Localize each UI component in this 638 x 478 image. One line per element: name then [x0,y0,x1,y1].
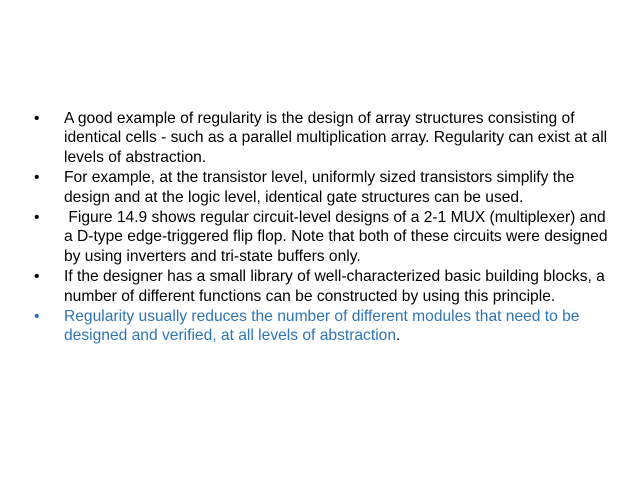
bullet-icon: • [34,110,40,127]
bullet-item-transistor-level [34,168,614,207]
bullet-list [34,109,614,347]
bullet-icon: • [34,268,40,286]
bullet-item-regularity-example [34,109,614,167]
bullet-item-highlighted-summary [34,307,614,346]
bullet-text: Figure 14.9 shows regular circuit-level designs of a 2-1 MUX (multiplexer) and a D-type edge-triggered flip flop. Note that both of these circuits were designed by using inverters and tri-state buffers only. [64,209,612,265]
bullet-icon: • [34,169,40,187]
bullet-text: If the designer has a small library of well-characterized basic building blocks, a number of different functions can be constructed by using this principle. [64,268,605,305]
bullet-icon: • [34,209,40,227]
bullet-text: Regularity usually reduces the number of different modules that need to be designed and verified, at all levels of abstraction [64,308,580,345]
bullet-text: A good example of regularity is the design of array structures consisting of identical cells - such as a parallel multiplication array. Regularity can exist at all levels of abstraction. [64,110,608,166]
bullet-icon: • [34,308,40,326]
bullet-item-figure-reference [34,208,614,266]
bullet-text: For example, at the transistor level, uniformly sized transistors simplify the design and at the logic level, identical gate structures can be used. [64,169,575,206]
bullet-trailing-period: . [396,327,401,345]
bullet-item-building-blocks [34,267,614,306]
